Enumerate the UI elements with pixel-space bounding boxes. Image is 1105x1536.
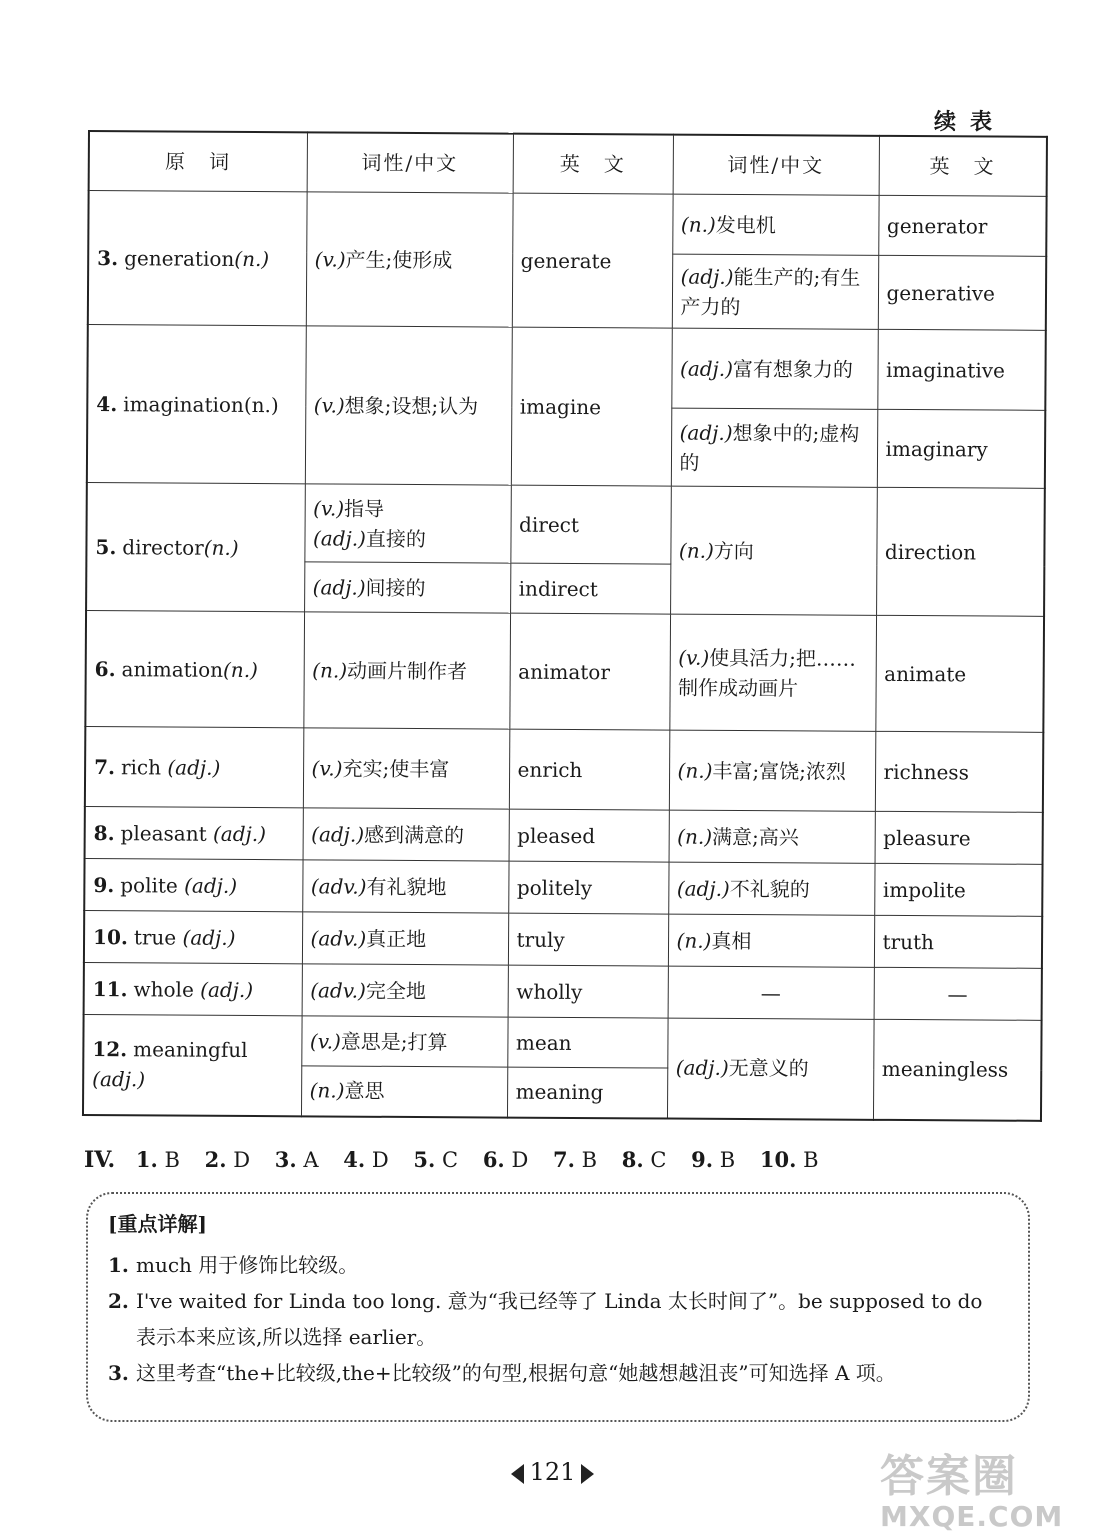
watermark-url: MXQE.COM bbox=[880, 1500, 1064, 1533]
key-points-box bbox=[86, 1192, 1030, 1422]
pos-chinese-cell: (n.)方向 bbox=[670, 486, 877, 615]
pos-chinese-cell: (adv.)完全地 bbox=[302, 964, 508, 1017]
original-word-cell: 12. meaningful (adj.) bbox=[83, 1014, 302, 1115]
english-cell: politely bbox=[508, 861, 668, 914]
left-triangle-icon bbox=[511, 1464, 524, 1484]
page-number: 121 bbox=[0, 1458, 1105, 1486]
right-triangle-icon bbox=[581, 1464, 594, 1484]
answer-item: 6. D bbox=[482, 1147, 529, 1172]
pos-chinese-cell: (adv.)真正地 bbox=[302, 912, 508, 965]
answer-item: 2. D bbox=[204, 1147, 251, 1172]
explanation-item: 2. I've waited for Linda too long. 意为“我已经等了 Linda 太长时间了”。be supposed to do bbox=[108, 1289, 983, 1313]
table-row bbox=[84, 910, 1042, 968]
explanation-item: 3. 这里考查“the+比较级,the+比较级”的句型,根据句意“她越想越沮丧”可知选择 A 项。 bbox=[108, 1361, 896, 1385]
english-cell: truly bbox=[508, 913, 668, 966]
english-cell: wholly bbox=[508, 965, 668, 1018]
pos-chinese-cell: (adv.)有礼貌地 bbox=[302, 860, 508, 913]
pos-chinese-cell: (n.)发电机 bbox=[672, 194, 878, 255]
pos-chinese-cell: (v.)充实;使丰富 bbox=[303, 728, 509, 809]
original-word-cell: 5. director(n.) bbox=[86, 482, 305, 611]
table-header-row bbox=[89, 131, 1047, 196]
table-row bbox=[85, 610, 1044, 732]
english-cell: animate bbox=[875, 615, 1044, 732]
pos-chinese-cell: (v.)想象;设想;认为 bbox=[305, 326, 512, 485]
pos-chinese-cell: (v.)指导 (adj.)直接的 bbox=[304, 484, 510, 563]
original-word-cell: 9. polite (adj.) bbox=[84, 858, 302, 911]
answer-item: 7. B bbox=[552, 1147, 598, 1172]
header-pos-chinese: 词性/中文 bbox=[307, 132, 513, 193]
english-cell: imagine bbox=[511, 327, 672, 486]
original-word-cell: 7. rich (adj.) bbox=[85, 726, 303, 807]
english-cell: truth bbox=[874, 915, 1042, 968]
pos-chinese-cell: (n.)意思 bbox=[301, 1066, 507, 1117]
table-row bbox=[84, 962, 1042, 1020]
table-row bbox=[83, 1014, 1041, 1070]
header-english: 英 文 bbox=[879, 136, 1047, 197]
empty-dash-cell: — bbox=[874, 967, 1042, 1020]
original-word-cell: 11. whole (adj.) bbox=[84, 962, 302, 1015]
english-cell: meaningless bbox=[873, 1019, 1042, 1120]
original-word-cell: 3. generation(n.) bbox=[88, 191, 307, 326]
answer-item: 10. B bbox=[759, 1147, 819, 1172]
pos-chinese-cell: (adj.)富有想象力的 bbox=[671, 328, 877, 409]
original-word-cell: 10. true (adj.) bbox=[84, 910, 302, 963]
header-original-word: 原 词 bbox=[89, 131, 307, 192]
english-cell: pleased bbox=[509, 809, 669, 862]
english-cell: richness bbox=[875, 731, 1043, 812]
english-cell: direct bbox=[510, 485, 670, 564]
key-points-title: [重点详解] bbox=[108, 1212, 207, 1236]
answer-item: 5. C bbox=[413, 1147, 459, 1172]
original-word-cell: 6. animation(n.) bbox=[85, 610, 304, 727]
pos-chinese-cell: (v.)意思是;打算 bbox=[301, 1016, 507, 1067]
header-pos-chinese: 词性/中文 bbox=[673, 135, 879, 196]
english-cell: imaginary bbox=[877, 409, 1045, 488]
table-row bbox=[86, 482, 1044, 566]
pos-chinese-cell: (v.)产生;使形成 bbox=[306, 192, 513, 327]
original-word-cell: 4. imagination(n.) bbox=[87, 325, 306, 484]
pos-chinese-cell: (adj.)无意义的 bbox=[667, 1018, 874, 1119]
english-cell: enrich bbox=[509, 729, 669, 810]
english-cell: generative bbox=[878, 255, 1046, 330]
answer-item: 1. B bbox=[135, 1147, 180, 1172]
english-cell: generate bbox=[512, 193, 673, 328]
pos-chinese-cell: (v.)使具活力;把……制作成动画片 bbox=[669, 614, 876, 731]
watermark-text: 答案圈 bbox=[880, 1451, 1018, 1502]
explanation-item: 1. much 用于修饰比较级。 bbox=[108, 1253, 359, 1277]
pos-chinese-cell: (n.)动画片制作者 bbox=[303, 612, 510, 729]
pos-chinese-cell: (adj.)不礼貌的 bbox=[668, 862, 874, 915]
pos-chinese-cell: (n.)满意;高兴 bbox=[669, 810, 875, 863]
original-word-cell: 8. pleasant (adj.) bbox=[85, 806, 303, 859]
table-row bbox=[85, 806, 1043, 864]
explanation-item-continued: 表示本来应该,所以选择 earlier。 bbox=[136, 1325, 437, 1349]
english-cell: animator bbox=[509, 613, 670, 730]
continued-label: 续表 bbox=[934, 109, 1007, 135]
answer-item: 3. A bbox=[274, 1147, 319, 1172]
answer-key bbox=[84, 1147, 837, 1173]
answer-item: 8. C bbox=[621, 1147, 667, 1172]
answer-section-label: IV. bbox=[84, 1147, 116, 1173]
pos-chinese-cell: (adj.)想象中的;虚构的 bbox=[671, 408, 877, 487]
pos-chinese-cell: (adj.)能生产的;有生产力的 bbox=[672, 254, 878, 329]
english-cell: pleasure bbox=[875, 811, 1043, 864]
watermark-logo bbox=[880, 1440, 1095, 1533]
empty-dash-cell: — bbox=[668, 966, 874, 1019]
table-row bbox=[87, 325, 1045, 411]
answer-item: 9. B bbox=[691, 1147, 736, 1172]
english-cell: imaginative bbox=[877, 329, 1045, 410]
pos-chinese-cell: (adj.)感到满意的 bbox=[303, 808, 509, 861]
english-cell: direction bbox=[876, 487, 1045, 616]
english-cell: impolite bbox=[874, 863, 1042, 916]
table-row bbox=[85, 726, 1043, 812]
english-cell: meaning bbox=[507, 1067, 667, 1118]
english-cell: mean bbox=[507, 1017, 667, 1068]
table-row bbox=[88, 191, 1046, 257]
vocabulary-table bbox=[82, 130, 1048, 1121]
pos-chinese-cell: (n.)丰富;富饶;浓烈 bbox=[669, 730, 875, 811]
header-english: 英 文 bbox=[513, 134, 673, 194]
table-row bbox=[84, 858, 1042, 916]
english-cell: indirect bbox=[510, 563, 670, 614]
english-cell: generator bbox=[878, 195, 1046, 256]
pos-chinese-cell: (adj.)间接的 bbox=[304, 562, 510, 613]
pos-chinese-cell: (n.)真相 bbox=[668, 914, 874, 967]
answer-item: 4. D bbox=[343, 1147, 389, 1172]
